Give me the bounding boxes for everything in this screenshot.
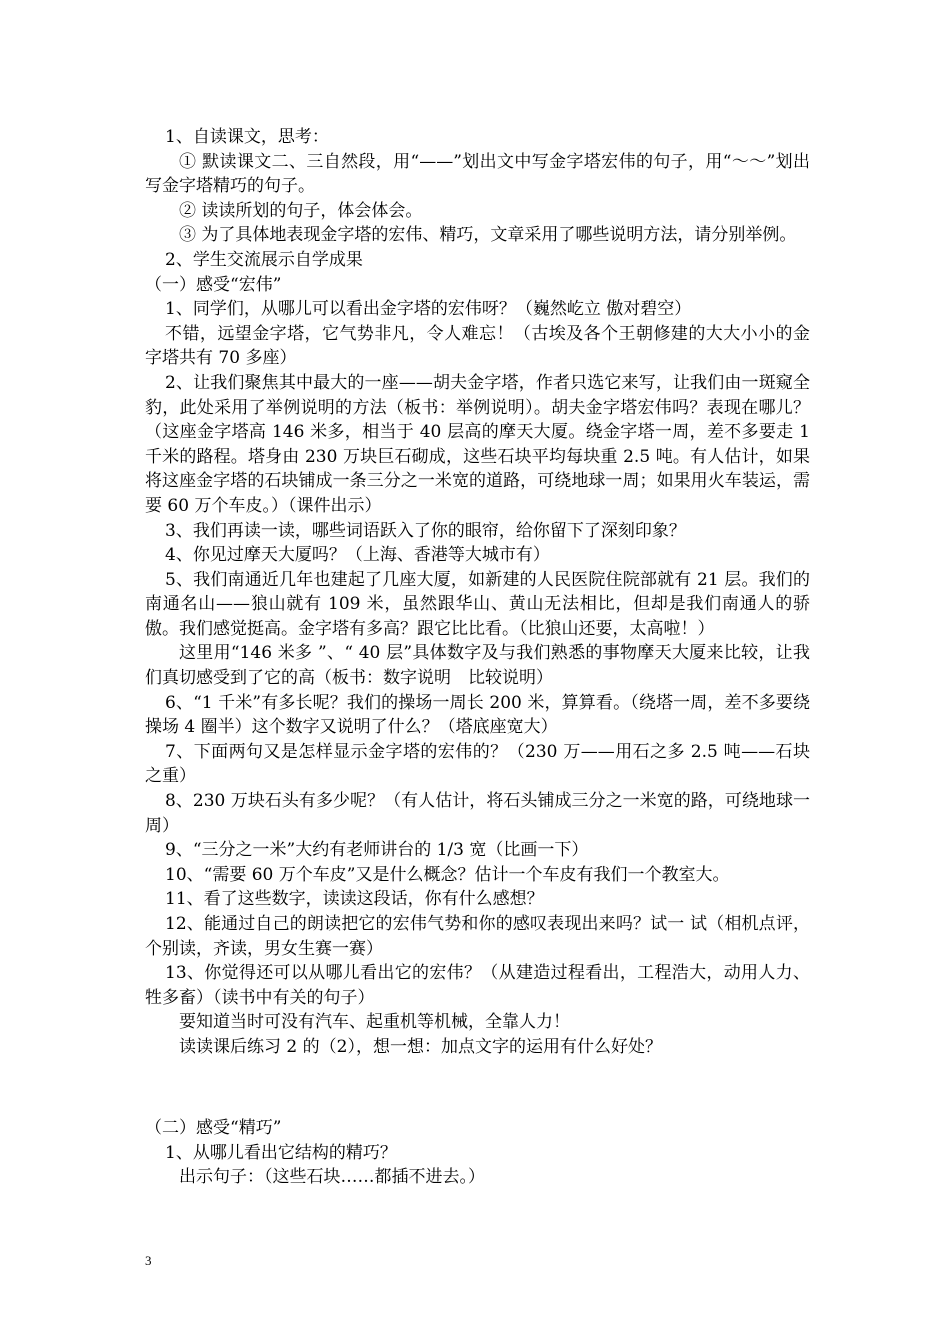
paragraph: 8、230 万块石头有多少呢？（有人估计，将石头铺成三分之一米宽的路，可绕地球一周） [145,791,810,836]
paragraph: 出示句子：（这些石块……都插不进去。） [179,1167,485,1188]
paragraph: （二）感受“精巧” [145,1118,282,1139]
paragraph: 5、我们南通近几年也建起了几座大厦，如新建的人民医院住院部就有 21 层。我们的南通名山——狼山就有 109 米，虽然跟华山、黄山无法相比，但却是我们南通人的骄傲。我们感觉挺高。金字塔有多高？跟它比比看。（比狼山还要，太高啦！） [145,569,810,639]
paragraph: 1、从哪儿看出它结构的精巧？ [165,1142,397,1163]
paragraph: ① 默读课文二、三自然段，用“——”划出文中写金字塔宏伟的句子，用“～～”划出写金字塔精巧的句子。 [145,151,810,197]
paragraph: 1、自读课文，思考： [165,127,329,147]
paragraph: 3、我们再读一读，哪些词语跃入了你的眼帘，给你留下了深刻印象？ [165,520,686,541]
paragraph: ② 读读所划的句子，体会体会。 [179,200,423,221]
paragraph: 9、“三分之一米”大约有老师讲台的 1/3 宽（比画一下） [165,840,589,861]
blank-line [145,1076,810,1101]
lesson-body [145,125,810,1190]
paragraph: 读读课后练习 2 的（2），想一想：加点文字的运用有什么好处？ [179,1036,662,1057]
paragraph: 11、看了这些数字，读读这段话，你有什么感想？ [165,889,544,910]
paragraph: 7、下面两句又是怎样显示金字塔的宏伟的？（230 万——用石之多 2.5 吨——石块之重） [145,741,810,787]
paragraph: ③ 为了具体地表现金字塔的宏伟、精巧，文章采用了哪些说明方法，请分别举例。 [179,225,797,246]
paragraph: 6、“1 千米”有多长呢？我们的操场一周长 200 米，算算看。（绕塔一周，差不多要绕操场 4 圈半）这个数字又说明了什么？（塔底座宽大） [145,692,810,738]
paragraph: 要知道当时可没有汽车、起重机等机械，全靠人力！ [179,1012,570,1033]
paragraph: 2、让我们聚焦其中最大的一座——胡夫金字塔，作者只选它来写，让我们由一斑窥全豹，此处采用了举例说明的方法（板书：举例说明）。胡夫金字塔宏伟吗？表现在哪儿？（这座金字塔高 146 米多，相当于 40 层高的摩天大厦。绕金字塔一周，差不多要走 1 千米的路程。塔身由 230 万块巨石砌成，这些石块平均每块重 2.5 吨。有人估计，如果将这座金字塔的石块铺成一条三分之一米宽的道路，可绕地球一周；如果用火车装运，需要 60 万个车皮。）（课件出示） [145,372,810,516]
paragraph: 4、你见过摩天大厦吗？（上海、香港等大城市有） [165,545,550,566]
paragraph: 10、“需要 60 万个车皮”又是什么概念？估计一个车皮有我们一个教室大。 [165,864,730,885]
paragraph: 不错，远望金字塔，它气势非凡，令人难忘！（古埃及各个王朝修建的大大小小的金字塔共有 70 多座） [145,323,810,369]
paragraph: 13、你觉得还可以从哪儿看出它的宏伟？（从建造过程看出，工程浩大，动用人力、牲多畜）（读书中有关的句子） [145,963,810,1008]
page-number: 3 [145,1253,152,1268]
paragraph: 这里用“146 米多 ”、“ 40 层”具体数字及与我们熟悉的事物摩天大厦来比较，让我们真切感受到了它的高（板书：数字说明 比较说明） [145,643,810,689]
paragraph: （一）感受“宏伟” [145,274,282,295]
paragraph: 1、同学们，从哪儿可以看出金字塔的宏伟呀？（巍然屹立 傲对碧空） [165,299,692,320]
paragraph: 12、能通过自己的朗读把它的宏伟气势和你的感叹表现出来吗？试一 试（相机点评，个别读，齐读，男女生赛一赛） [145,914,810,959]
paragraph: 2、学生交流展示自学成果 [165,249,363,270]
